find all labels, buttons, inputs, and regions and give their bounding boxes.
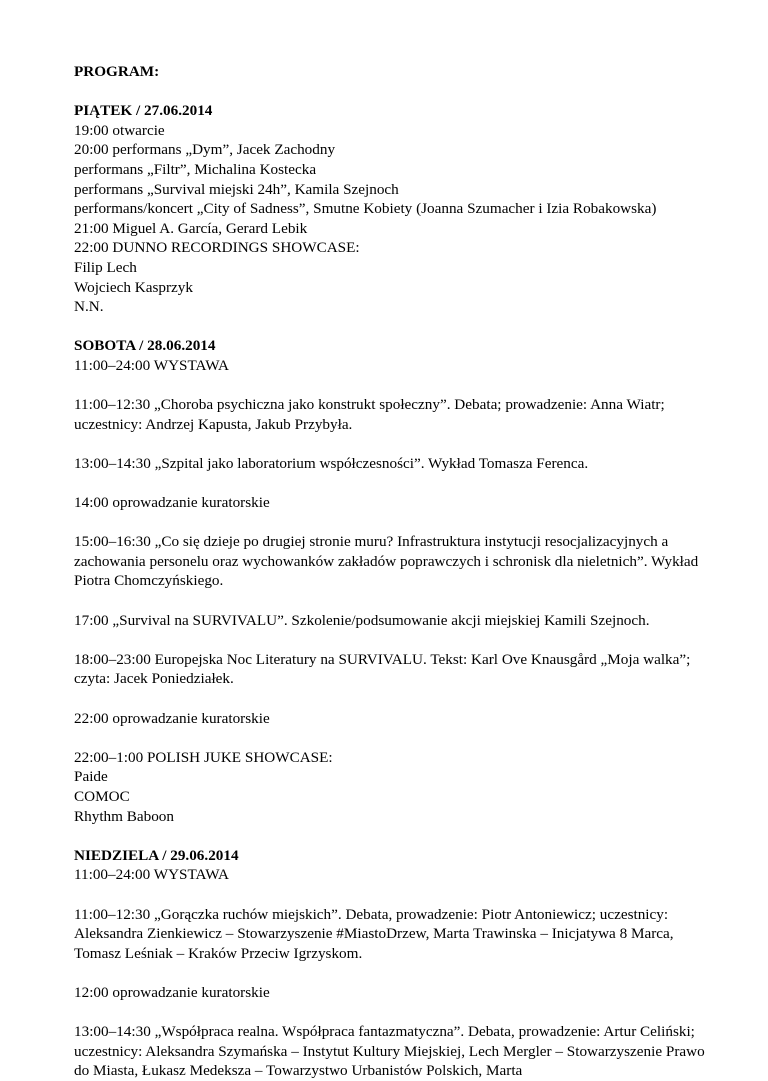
schedule-line: 22:00 DUNNO RECORDINGS SHOWCASE: bbox=[74, 239, 360, 257]
schedule-paragraph: 18:00–23:00 Europejska Noc Literatury na SURVIVALU. Tekst: Karl Ove Knausgård „Moja walka”; czyta: Jacek Poniedziałek. bbox=[74, 650, 691, 688]
schedule-paragraph: 13:00–14:30 „Szpital jako laboratorium współczesności”. Wykład Tomasza Ferenca. bbox=[74, 454, 589, 472]
schedule-paragraph: 13:00–14:30 „Współpraca realna. Współpraca fantazmatyczna”. Debata, prowadzenie: Artur Celiński; uczestnicy: Aleksandra Szymańska – Instytut Kultury Miejskiej, Lech Mergler – Stowarzyszenie Prawo do Miasta, Łukasz Medeksza – Towarzystwo Urbanistów Polskich, Marta bbox=[74, 1023, 705, 1080]
schedule-line: performans/koncert „City of Sadness”, Smutne Kobiety (Joanna Szumacher i Izia Robakowska) bbox=[74, 200, 657, 218]
schedule-line: 22:00–1:00 POLISH JUKE SHOWCASE: bbox=[74, 748, 333, 766]
day-heading-saturday: SOBOTA / 28.06.2014 bbox=[74, 337, 216, 355]
program-title: PROGRAM: bbox=[74, 63, 160, 80]
schedule-paragraph: 15:00–16:30 „Co się dzieje po drugiej stronie muru? Infrastruktura instytucji resocjalizacyjnych a zachowania personelu oraz wychowanków zakładów poprawczych i schronisk dla nieletnich”. Wykład Piotra Chomczyńskiego. bbox=[74, 533, 699, 590]
schedule-line: 11:00–24:00 WYSTAWA bbox=[74, 866, 229, 884]
schedule-line: N.N. bbox=[74, 298, 104, 316]
schedule-paragraph: 11:00–12:30 „Choroba psychiczna jako konstrukt społeczny”. Debata; prowadzenie: Anna Wiatr; uczestnicy: Andrzej Kapusta, Jakub Przybyła. bbox=[74, 396, 665, 433]
schedule-line: 19:00 otwarcie bbox=[74, 121, 165, 139]
schedule-paragraph: 17:00 „Survival na SURVIVALU”. Szkolenie/podsumowanie akcji miejskiej Kamili Szejnoch. bbox=[74, 611, 650, 629]
day-heading-sunday: NIEDZIELA / 29.06.2014 bbox=[74, 846, 239, 864]
schedule-line: performans „Filtr”, Michalina Kostecka bbox=[74, 160, 317, 178]
schedule-line: 21:00 Miguel A. García, Gerard Lebik bbox=[74, 219, 308, 237]
schedule-line: 20:00 performans „Dym”, Jacek Zachodny bbox=[74, 141, 336, 159]
day-friday bbox=[74, 101, 714, 317]
schedule-line: performans „Survival miejski 24h”, Kamila Szejnoch bbox=[74, 180, 399, 198]
schedule-line: COMOC bbox=[74, 787, 130, 805]
schedule-line: Paide bbox=[74, 768, 108, 786]
day-sunday-header bbox=[74, 846, 714, 885]
program-document bbox=[74, 62, 714, 1081]
schedule-paragraph: 14:00 oprowadzanie kuratorskie bbox=[74, 494, 270, 512]
showcase-block bbox=[74, 748, 714, 826]
schedule-paragraph: 12:00 oprowadzanie kuratorskie bbox=[74, 983, 270, 1001]
schedule-line: 11:00–24:00 WYSTAWA bbox=[74, 356, 229, 374]
day-heading-friday: PIĄTEK / 27.06.2014 bbox=[74, 102, 213, 120]
day-saturday-header bbox=[74, 336, 714, 375]
schedule-line: Filip Lech bbox=[74, 258, 137, 276]
schedule-line: Wojciech Kasprzyk bbox=[74, 278, 193, 296]
schedule-paragraph: 22:00 oprowadzanie kuratorskie bbox=[74, 709, 270, 727]
schedule-paragraph: 11:00–12:30 „Gorączka ruchów miejskich”. Debata, prowadzenie: Piotr Antoniewicz; uczestnicy: Aleksandra Zienkiewicz – Stowarzyszenie #MiastoDrzew, Marta Trawinska – Inicjatywa 8 Marca, Tomasz Leśniak – Kraków Przeciw Igrzyskom. bbox=[74, 905, 674, 962]
schedule-line: Rhythm Baboon bbox=[74, 807, 174, 825]
